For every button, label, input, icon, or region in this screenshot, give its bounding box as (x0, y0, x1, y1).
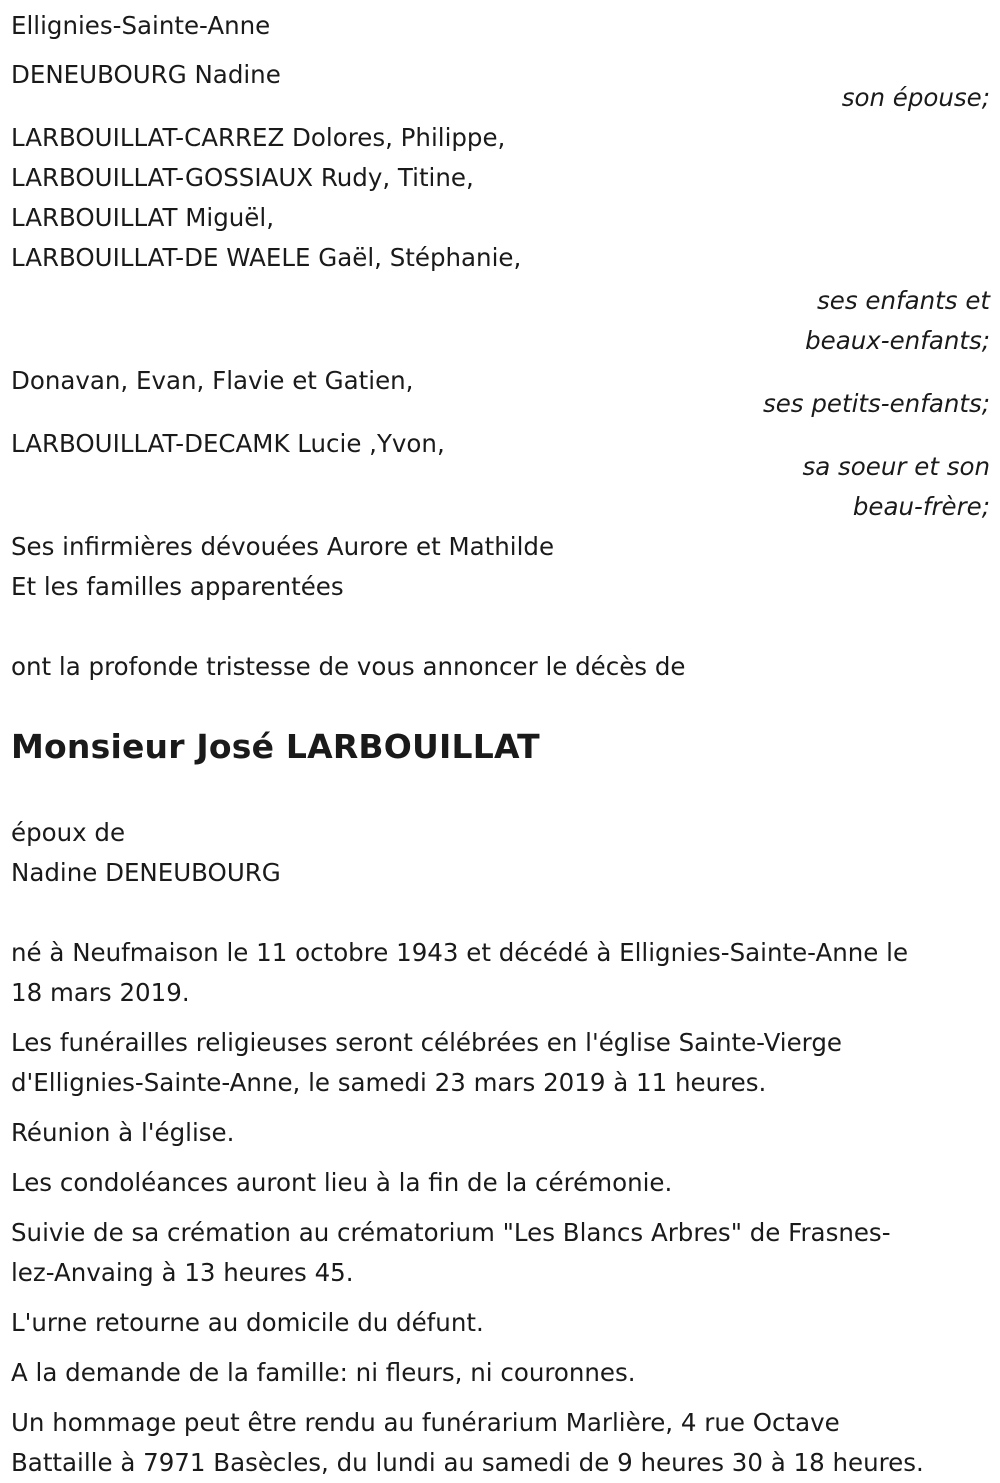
sister-names: LARBOUILLAT-DECAMK Lucie ,Yvon, (11, 429, 445, 458)
location-header: Ellignies-Sainte-Anne (11, 11, 271, 40)
children-list (11, 118, 990, 278)
families-line: Et les familles apparentées (11, 572, 344, 601)
urn-line: L'urne retourne au domicile du défunt. (11, 1308, 484, 1337)
flowers-paragraph (11, 1353, 990, 1393)
cremation-line-1: Suivie de sa crémation au crématorium "Les Blancs Arbres" de Frasnes- (11, 1218, 891, 1247)
deceased-name: Monsieur José LARBOUILLAT (11, 727, 540, 766)
spouse-name: DENEUBOURG Nadine (11, 60, 281, 89)
children-role-line-2: beaux-enfants; (805, 326, 990, 355)
children-role-line-1: ses enfants et (817, 286, 990, 315)
meeting-line: Réunion à l'église. (11, 1118, 235, 1147)
obituary-notice (11, 6, 990, 1483)
spouse-label: époux de (11, 818, 126, 847)
flowers-line: A la demande de la famille: ni fleurs, ni couronnes. (11, 1358, 636, 1387)
funeral-line-2: d'Ellignies-Sainte-Anne, le samedi 23 mars 2019 à 11 heures. (11, 1068, 767, 1097)
birth-line-2: 18 mars 2019. (11, 978, 190, 1007)
sister-role-line-1: sa soeur et son (802, 452, 990, 481)
grandchildren-names: Donavan, Evan, Flavie et Gatien, (11, 366, 414, 395)
tribute-paragraph (11, 1403, 990, 1483)
funeral-line-1: Les funérailles religieuses seront célébrées en l'église Sainte-Vierge (11, 1028, 842, 1057)
condolences-paragraph (11, 1163, 990, 1203)
child-entry: LARBOUILLAT-CARREZ Dolores, Philippe, (11, 123, 506, 152)
tribute-line-2: Battaille à 7971 Basècles, du lundi au samedi de 9 heures 30 à 18 heures. (11, 1448, 924, 1477)
tribute-line-1: Un hommage peut être rendu au funérarium Marlière, 4 rue Octave (11, 1408, 840, 1437)
cremation-paragraph (11, 1213, 990, 1293)
child-entry: LARBOUILLAT-GOSSIAUX Rudy, Titine, (11, 163, 474, 192)
cremation-line-2: lez-Anvaing à 13 heures 45. (11, 1258, 354, 1287)
child-entry: LARBOUILLAT Miguël, (11, 203, 274, 232)
deceased-spouse-name: Nadine DENEUBOURG (11, 858, 281, 887)
child-entry: LARBOUILLAT-DE WAELE Gaël, Stéphanie, (11, 243, 522, 272)
birth-death-paragraph (11, 933, 990, 1013)
urn-paragraph (11, 1303, 990, 1343)
meeting-paragraph (11, 1113, 990, 1153)
funeral-paragraph (11, 1023, 990, 1103)
nurses-line: Ses infirmières dévouées Aurore et Mathilde (11, 532, 555, 561)
birth-line-1: né à Neufmaison le 11 octobre 1943 et décédé à Ellignies-Sainte-Anne le (11, 938, 909, 967)
condolences-line: Les condoléances auront lieu à la fin de la cérémonie. (11, 1168, 673, 1197)
spouse-role: son épouse; (841, 83, 990, 112)
announcement-text: ont la profonde tristesse de vous annoncer le décès de (11, 652, 686, 681)
sister-role-line-2: beau-frère; (852, 492, 990, 521)
grandchildren-role: ses petits-enfants; (762, 389, 990, 418)
